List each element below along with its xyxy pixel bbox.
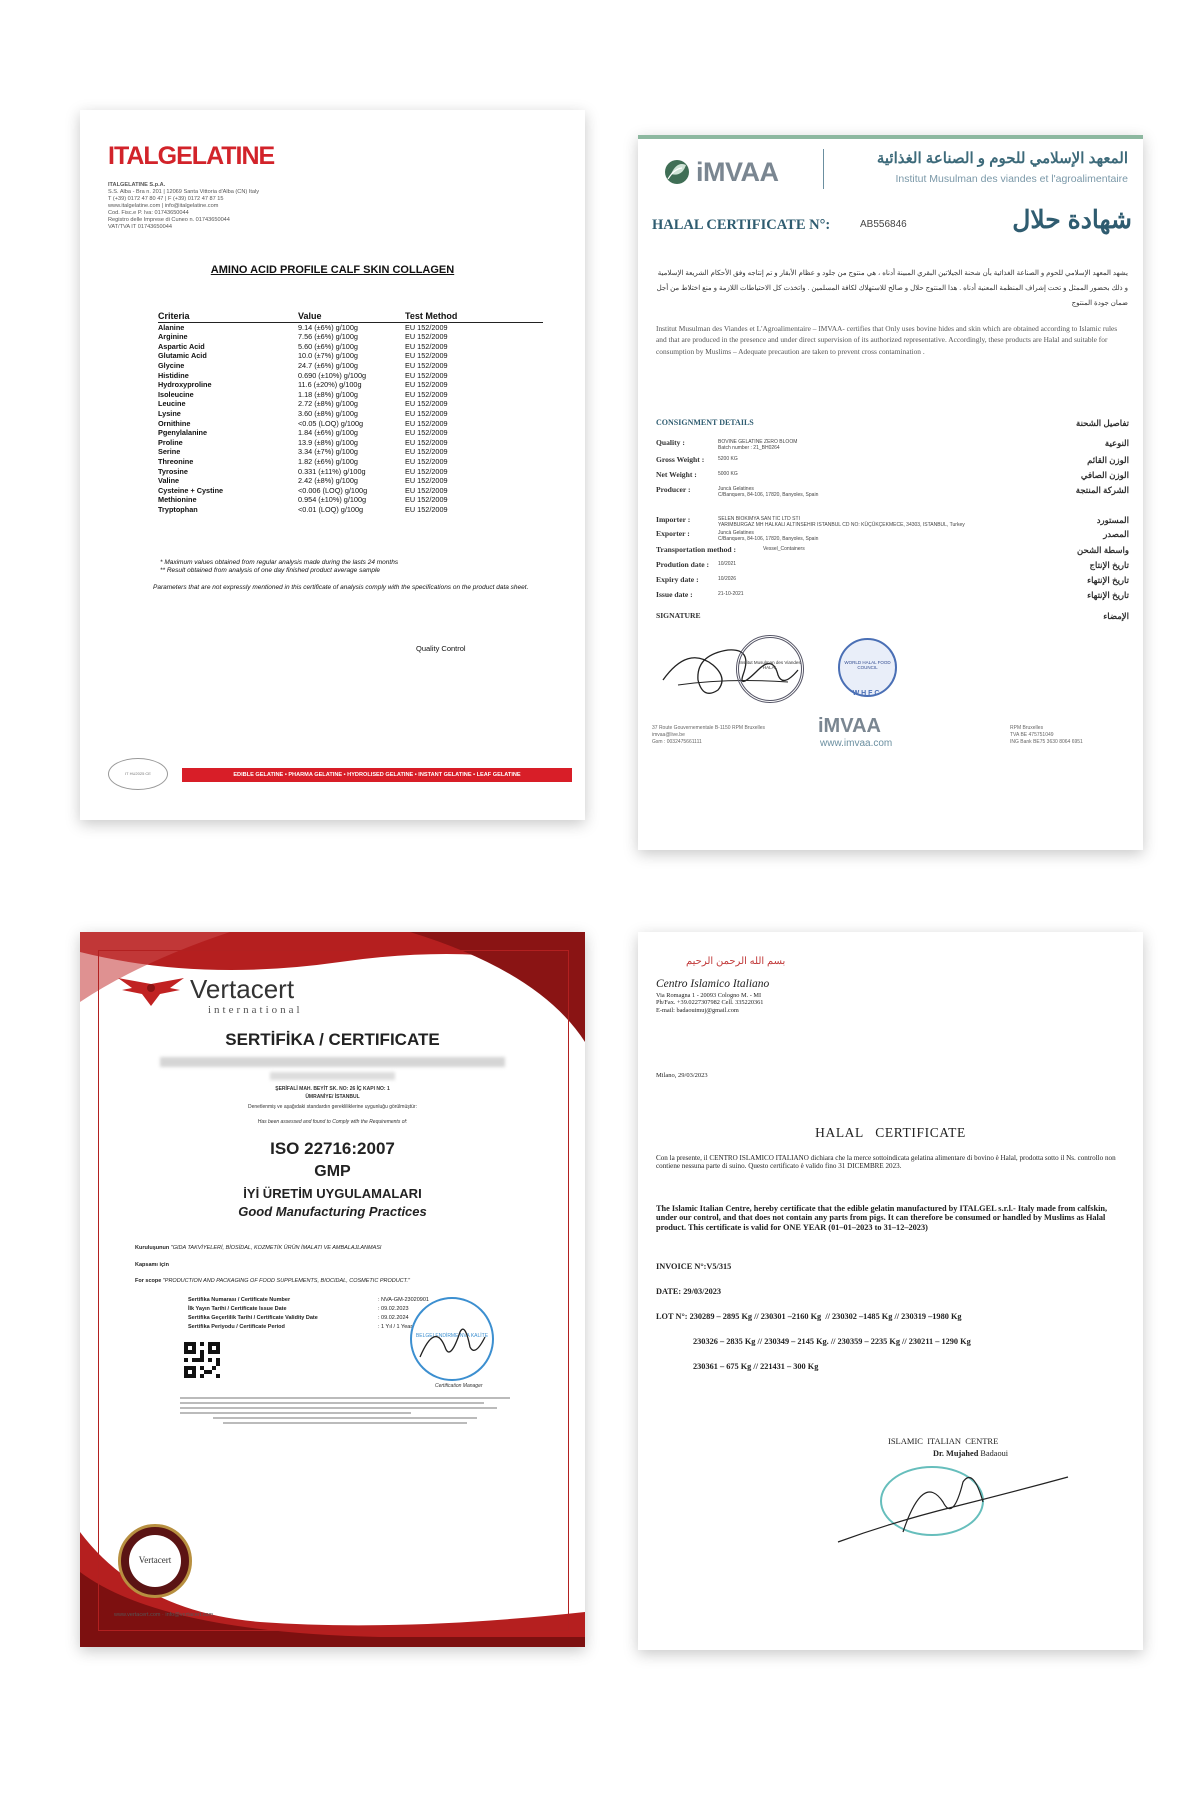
test-method-cell: EU 152/2009 [405, 408, 448, 418]
address-line: ŞERİFALİ MAH. BEYİT SK. NO: 26 İÇ KAPI NO: 1 [275, 1086, 390, 1092]
organization-address [656, 992, 763, 1014]
quality-control-label: Quality Control [416, 644, 466, 653]
table-row [158, 322, 543, 332]
redacted-company-name [160, 1057, 505, 1067]
arabic-halal-title: شهادة حلال [1012, 206, 1132, 234]
value-cell: 9.14 (±6%) g/100g [298, 322, 358, 332]
criteria-cell: Hydroxyproline [158, 380, 212, 390]
signatory-name [933, 1449, 1008, 1458]
criteria-cell: Tyrosine [158, 466, 188, 476]
lot-numbers-line: LOT N°: 230289 – 2895 Kg // 230301 –2160 Kg // 230302 –1485 Kg // 230319 –1980 Kg [656, 1312, 962, 1321]
value-cell: <0.05 (LOQ) g/100g [298, 418, 364, 428]
table-row [158, 419, 543, 429]
whfc-round-stamp [838, 638, 897, 697]
consignment-field-value: 10/2026 [718, 576, 737, 582]
certificate-detail-value: : 1 Yıl / 1 Year [378, 1324, 413, 1330]
criteria-cell: Leucine [158, 399, 186, 409]
consignment-field-label: Quality : [656, 438, 685, 447]
imvaa-logo: iMVAA [696, 157, 779, 187]
centro-islamico-halal-certificate [638, 932, 1143, 1650]
table-header-row [158, 312, 543, 322]
english-statement: The Islamic Italian Centre, hereby certificate that the edible gelatin manufactured by ITALGEL s.r.l.- Italy made from calfskin, under our control, and that does not contain any parts from pigs. It can therefore be consumed or handled by Muslims as Halal product. This certificate is valid for ONE YEAR (01–01–2023 to 31–12–2023) [656, 1204, 1108, 1232]
scope-label: Kuruluşunun [135, 1245, 170, 1251]
column-header: Criteria [158, 312, 298, 322]
product-lines-footer: EDIBLE GELATINE • PHARMA GELATINE • HYDROLISED GELATINE • INSTANT GELATINE • LEAF GELATINE [182, 768, 572, 782]
value-cell: 3.60 (±8%) g/100g [298, 408, 358, 418]
table-row [158, 495, 543, 505]
issue-place-date: Milano, 29/03/2023 [656, 1072, 708, 1079]
organization-name: Centro Islamico Italiano [656, 978, 770, 990]
arabic-statement: يشهد المعهد الإسلامي للحوم و الصناعة الغذائية بأن شحنة الجيلاتين البقري المبينة أدناه ، هي منتوج من جلود و عظام الأبقار و تم إنتاجه وفق الأحكام الشريعة الإسلامية و ذلك بحضور الممثل و تحت إشراف المنظمة المعنية أدناه . هذا المنتوج حلال و صالح للاستهلاك لكافة المسلمين . واتخذت كل الاحتياطات اللازمة و منع اختلاط من أجل ضمان جودة المنتوج [656, 270, 1128, 307]
consignment-field-label: Prodution date : [656, 560, 710, 569]
consignment-field-value: BOVINE GELATINE ZERO BLOOM Batch number : 21_BH0264 [718, 439, 798, 451]
certificate-detail-label: Sertifika Periyodu / Certificate Period [188, 1324, 285, 1330]
criteria-cell: Serine [158, 447, 181, 457]
iso-standard: ISO 22716:2007 [270, 1139, 395, 1158]
address-line: www.italgelatine.com | info@italgelatine.com [108, 203, 219, 209]
parameters-note: Parameters that are not expressly mentioned in this certificate of analysis comply with the specifications on the product data sheet. [153, 584, 529, 591]
test-method-cell: EU 152/2009 [405, 380, 448, 390]
criteria-cell: Lysine [158, 408, 181, 418]
stamp-text: BELGELENDİRME NVA KALİTE [415, 1333, 489, 1339]
criteria-cell: Pgenylalanine [158, 428, 208, 438]
criteria-cell: Aspartic Acid [158, 341, 205, 351]
table-row [158, 380, 543, 390]
test-method-cell: EU 152/2009 [405, 495, 448, 505]
criteria-cell: Glycine [158, 360, 185, 370]
certificate-date: DATE: 29/03/2023 [656, 1287, 722, 1296]
value-cell: 3.34 (±7%) g/100g [298, 447, 358, 457]
criteria-cell: Ornithine [158, 418, 191, 428]
table-row [158, 457, 543, 467]
document-title: AMINO ACID PROFILE CALF SKIN COLLAGEN [210, 264, 455, 276]
consignment-field-label: Exporter : [656, 529, 690, 538]
compliance-statement-tr: Denetlenmiş ve aşağıdaki standardın gerekliliklerine uygunluğu görülmüştür: [248, 1104, 417, 1110]
certificate-detail-label: İlk Yayın Tarihi / Certificate Issue Date [188, 1306, 287, 1312]
consignment-field-arabic: المصدر [1103, 529, 1129, 539]
organization-scope-tr [135, 1245, 381, 1251]
consignment-field-value: 10/2021 [718, 561, 737, 567]
value-cell: 7.56 (±6%) g/100g [298, 332, 358, 342]
table-row [158, 342, 543, 352]
address-line: Ph/Fax. +39.0227307982 Cell. 335220361 [656, 999, 764, 1007]
imvaa-website: www.imvaa.com [820, 738, 893, 749]
address-line: T (+39) 0172 47 80 47 | F (+39) 0172 47 87 15 [108, 196, 224, 202]
header-divider [823, 149, 824, 189]
handwritten-signature [833, 1462, 1073, 1552]
halal-certificate-label: HALAL CERTIFICATE N°: [652, 217, 831, 233]
criteria-cell: Arginine [158, 332, 188, 342]
value-cell: 0.690 (±10%) g/100g [298, 370, 367, 380]
test-method-cell: EU 152/2009 [405, 456, 448, 466]
vertacert-seal [118, 1524, 192, 1598]
consignment-field-arabic: تاريخ الإنتهاء [1087, 590, 1129, 600]
scope-en [135, 1278, 410, 1284]
vertacert-logo: Vertacert [190, 974, 295, 1004]
value-cell: 1.84 (±6%) g/100g [298, 428, 358, 438]
consignment-field-label: Expiry date : [656, 575, 699, 584]
fine-print-line [223, 1422, 467, 1424]
signature-arabic: الإمضاء [1103, 611, 1129, 621]
certification-seal: IT HU2025 CE [108, 758, 168, 790]
test-method-cell: EU 152/2009 [405, 476, 448, 486]
seal-brand: Vertacert [138, 1555, 172, 1565]
test-method-cell: EU 152/2009 [405, 351, 448, 361]
consignment-field-arabic: النوعية [1104, 438, 1129, 448]
certificate-title: HALAL CERTIFICATE [815, 1125, 966, 1140]
certificate-detail-label: Sertifika Numarası / Certificate Number [188, 1297, 291, 1303]
criteria-cell: Alanine [158, 322, 185, 332]
lot-numbers-line: 230326 – 2835 Kg // 230349 – 2145 Kg. // 230359 – 2235 Kg // 230211 – 1290 Kg [693, 1337, 971, 1346]
italgelatine-logo: ITALGELATINE [108, 142, 275, 170]
table-row [158, 351, 543, 361]
certificate-detail-value: : 09.02.2023 [378, 1306, 409, 1312]
consignment-field-arabic: واسطة الشحن [1077, 545, 1129, 555]
test-method-cell: EU 152/2009 [405, 418, 448, 428]
address-line: ITALGELATINE S.p.A. [108, 182, 166, 188]
consignment-field-value: 5200 KG [718, 456, 738, 462]
top-accent-line [638, 135, 1143, 139]
criteria-cell: Tryptophan [158, 504, 198, 514]
address-line: VAT/TVA IT 01743650044 [108, 224, 172, 230]
table-row [158, 361, 543, 371]
criteria-cell: Isoleucine [158, 389, 194, 399]
table-row [158, 409, 543, 419]
value-cell: 1.82 (±6%) g/100g [298, 456, 358, 466]
leaf-logo-icon [660, 155, 694, 189]
test-method-cell: EU 152/2009 [405, 360, 448, 370]
table-row [158, 332, 543, 342]
seal-center [129, 1535, 181, 1587]
consignment-details-label: CONSIGNMENT DETAILS [656, 418, 754, 427]
footnote: ** Result obtained from analysis of one day finished product average sample [160, 567, 381, 574]
footer-bank-info: RPM Bruxelles TVA BE 475751049 ING Bank BE75 3630 8064 6951 [1010, 725, 1083, 745]
imvaa-round-stamp [736, 635, 804, 703]
manager-signature [410, 1317, 490, 1367]
gmp-english: Good Manufacturing Practices [238, 1204, 427, 1219]
test-method-cell: EU 152/2009 [405, 341, 448, 351]
table-row [158, 399, 543, 409]
value-cell: 10.0 (±7%) g/100g [298, 351, 358, 361]
certificate-title: SERTİFİKA / CERTIFICATE [225, 1030, 440, 1049]
value-cell: 2.42 (±8%) g/100g [298, 476, 358, 486]
table-row [158, 486, 543, 496]
footnote: * Maximum values obtained from regular analysis made during the lasts 24 months [160, 559, 399, 566]
value-cell: <0.01 (LOQ) g/100g [298, 504, 364, 514]
consignment-details-arabic: تفاصيل الشحنة [1076, 418, 1129, 428]
certification-manager-label: Certification Manager [435, 1383, 483, 1389]
table-body [158, 322, 543, 514]
value-cell: 5.60 (±6%) g/100g [298, 341, 358, 351]
certificate-detail-value: : NVA-GM-23020901 [378, 1297, 429, 1303]
table-row [158, 476, 543, 486]
value-cell: 0.954 (±10%) g/100g [298, 495, 367, 505]
vertacert-subtitle: international [208, 1004, 303, 1016]
consignment-field-label: Transportation method : [656, 545, 737, 554]
lot-numbers-line: 230361 – 675 Kg // 221431 – 300 Kg [693, 1362, 819, 1371]
table-row [158, 428, 543, 438]
criteria-cell: Proline [158, 437, 183, 447]
column-header: Test Method [405, 312, 543, 322]
table-row [158, 467, 543, 477]
footnotes [160, 559, 560, 575]
certificate-detail-label: Sertifika Geçerlilik Tarihi / Certificate Validity Date [188, 1315, 318, 1321]
table-row [158, 438, 543, 448]
consignment-field-value: 5000 KG [718, 471, 738, 477]
consignment-field-label: Net Weight : [656, 470, 697, 479]
criteria-cell: Histidine [158, 370, 189, 380]
scope-value: "PRODUCTION AND PACKAGING OF FOOD SUPPLEMENTS, BIOCIDAL, COSMETIC PRODUCT." [162, 1278, 410, 1284]
consignment-field-arabic: الوزن القائم [1087, 455, 1129, 465]
imvaa-halal-certificate [638, 135, 1143, 850]
consignment-field-arabic: تاريخ الإنتهاء [1087, 575, 1129, 585]
value-cell: 24.7 (±6%) g/100g [298, 360, 358, 370]
gmp-turkish: İYİ ÜRETİM UYGULAMALARI [243, 1186, 422, 1201]
consignment-field-arabic: المستورد [1096, 515, 1129, 525]
signatory-organization: ISLAMIC ITALIAN CENTRE [888, 1436, 999, 1446]
italgelatine-amino-acid-certificate [80, 110, 585, 820]
address-line: S.S. Alba - Bra n. 201 | 12069 Santa Vittoria d'Alba (CN) Italy [108, 189, 260, 195]
test-method-cell: EU 152/2009 [405, 428, 448, 438]
consignment-field-label: Importer : [656, 515, 691, 524]
consignment-field-arabic: الشركة المنتجة [1075, 485, 1129, 495]
criteria-cell: Methionine [158, 495, 197, 505]
table-row [158, 505, 543, 515]
criteria-cell: Cysteine + Cystine [158, 485, 224, 495]
fine-print-line [180, 1407, 497, 1409]
test-method-cell: EU 152/2009 [405, 504, 448, 514]
italian-statement: Con la presente, il CENTRO ISLAMICO ITALIANO dichiara che la merce sottoindicata gelatina alimentare di bovino è Halal, prodotta sotto il Ns. controllo non contiene nessuna parte di suino. Questo certificato è valido fino 31 DICEMBRE 2023. [656, 1154, 1116, 1171]
vertacert-footer-contact: www.vertacert.com · info@vertacert.com [114, 1612, 214, 1618]
column-header: Value [298, 312, 405, 322]
vertacert-gmp-certificate [80, 932, 585, 1647]
gmp-label: GMP [314, 1163, 351, 1180]
fine-print-line [180, 1412, 411, 1414]
company-city: ÜMRANİYE/ İSTANBUL [305, 1094, 360, 1100]
certificate-number: AB556846 [860, 219, 907, 230]
stamp-text: Institut Musulman des Viandes HALAL [739, 660, 801, 670]
consignment-field-value: Juncà Gelatines C/Banquers, 84-106, 17820, Banyoles, Spain [718, 486, 819, 498]
value-cell: <0.006 (LOQ) g/100g [298, 485, 368, 495]
consignment-field-value: Juncà Gelatines C/Banquers, 84-106, 17820, Banyoles, Spain [718, 530, 819, 542]
test-method-cell: EU 152/2009 [405, 389, 448, 399]
bismillah-calligraphy: بسم الله الرحمن الرحيم [686, 956, 786, 967]
fine-print-line [180, 1397, 510, 1399]
consignment-field-label: Issue date : [656, 590, 693, 599]
whfc-letters: W H F C [852, 690, 880, 697]
test-method-cell: EU 152/2009 [405, 437, 448, 447]
test-method-cell: EU 152/2009 [405, 399, 448, 409]
consignment-field-value: Vessel_Containers [763, 546, 805, 552]
address-line: Registro delle Imprese di Cuneo n. 01743650044 [108, 217, 230, 223]
criteria-cell: Glutamic Acid [158, 351, 207, 361]
french-institute-name: Institut Musulman des viandes et l'agroalimentaire [895, 173, 1128, 185]
value-cell: 2.72 (±8%) g/100g [298, 399, 358, 409]
imvaa-footer-logo: iMVAA [818, 715, 881, 737]
scope-value: "GIDA TAKVİYELERİ, BİOSİDAL, KOZMETİK ÜRÜN İMALATI VE AMBALAJLANMASI [170, 1245, 382, 1251]
address-line: Cod. Fisc.e P. Iva: 01743650044 [108, 210, 189, 216]
fine-print-line [213, 1417, 477, 1419]
fine-print [180, 1394, 510, 1430]
english-statement: Institut Musulman des Viandes et L'Agroalimentaire – IMVAA- certifies that Only uses bovine hides and skin which are obtained according to Islamic rules and that are produced in the presence and under direct supervision of its authorized representative. Accordingly, these products are Halal and suitable for consumption by Muslims – Adequate precaution are taken to prevent cross contamination . [656, 324, 1118, 356]
consignment-field-arabic: الوزن الصافي [1080, 470, 1129, 480]
invoice-number: INVOICE N°:V5/315 [656, 1262, 732, 1271]
value-cell: 1.18 (±8%) g/100g [298, 389, 358, 399]
table-row [158, 390, 543, 400]
consignment-field-label: Gross Weight : [656, 455, 705, 464]
value-cell: 0.331 (±11%) g/100g [298, 466, 366, 476]
table-row [158, 371, 543, 381]
consignment-field-arabic: تاريخ الإنتاج [1089, 560, 1129, 570]
amino-acid-table [158, 312, 543, 514]
criteria-cell: Threonine [158, 456, 194, 466]
signature-label: SIGNATURE [656, 611, 701, 620]
value-cell: 13.9 (±8%) g/100g [298, 437, 358, 447]
criteria-cell: Valine [158, 476, 180, 486]
certificate-detail-value: : 09.02.2024 [378, 1315, 409, 1321]
address-line: Via Romagna 1 - 20093 Cologno M. - MI [656, 992, 762, 999]
consignment-field-label: Producer : [656, 485, 691, 494]
compliance-statement-en: Has been assessed and found to Comply with the Requirements of: [257, 1119, 408, 1125]
company-address [108, 182, 328, 231]
test-method-cell: EU 152/2009 [405, 466, 448, 476]
signatory-surname: Badaoui [978, 1449, 1009, 1458]
fine-print-line [180, 1402, 484, 1404]
arabic-institute-name: المعهد الإسلامي للحوم و الصناعة الغذائية [876, 150, 1128, 167]
qr-code-icon [184, 1342, 220, 1378]
scope-for-tr: Kapsamı için [135, 1262, 169, 1268]
test-method-cell: EU 152/2009 [405, 447, 448, 457]
stamp-text: WORLD HALAL FOOD COUNCIL [844, 660, 891, 670]
test-method-cell: EU 152/2009 [405, 485, 448, 495]
eagle-logo-icon [118, 974, 184, 1010]
test-method-cell: EU 152/2009 [405, 370, 448, 380]
footer-address: 37 Route Gouvernementale B-1150 RPM Bruxelles imvaa@live.be Gsm : 0032475661111 [652, 725, 766, 745]
test-method-cell: EU 152/2009 [405, 332, 448, 342]
address-line: E-mail: badaouimuj@gmail.com [656, 1006, 739, 1014]
scope-label: For scope [135, 1278, 162, 1284]
signatory-name-bold: Dr. Mujahed [933, 1449, 979, 1458]
value-cell: 11.6 (±20%) g/100g [298, 380, 362, 390]
redacted-company-name-line2 [270, 1072, 395, 1080]
test-method-cell: EU 152/2009 [405, 322, 448, 332]
consignment-field-value: 21-10-2021 [718, 591, 744, 597]
table-row [158, 447, 543, 457]
consignment-field-value: SELEN BIOKIMYA SAN TIC LTD STI YARIMBURGAZ MH HALKALI ALTINSEHIR ISTANBUL CD NO: KÜÇÜKÇEKMECE, 34303, ISTANBUL, Turkey [718, 516, 965, 528]
